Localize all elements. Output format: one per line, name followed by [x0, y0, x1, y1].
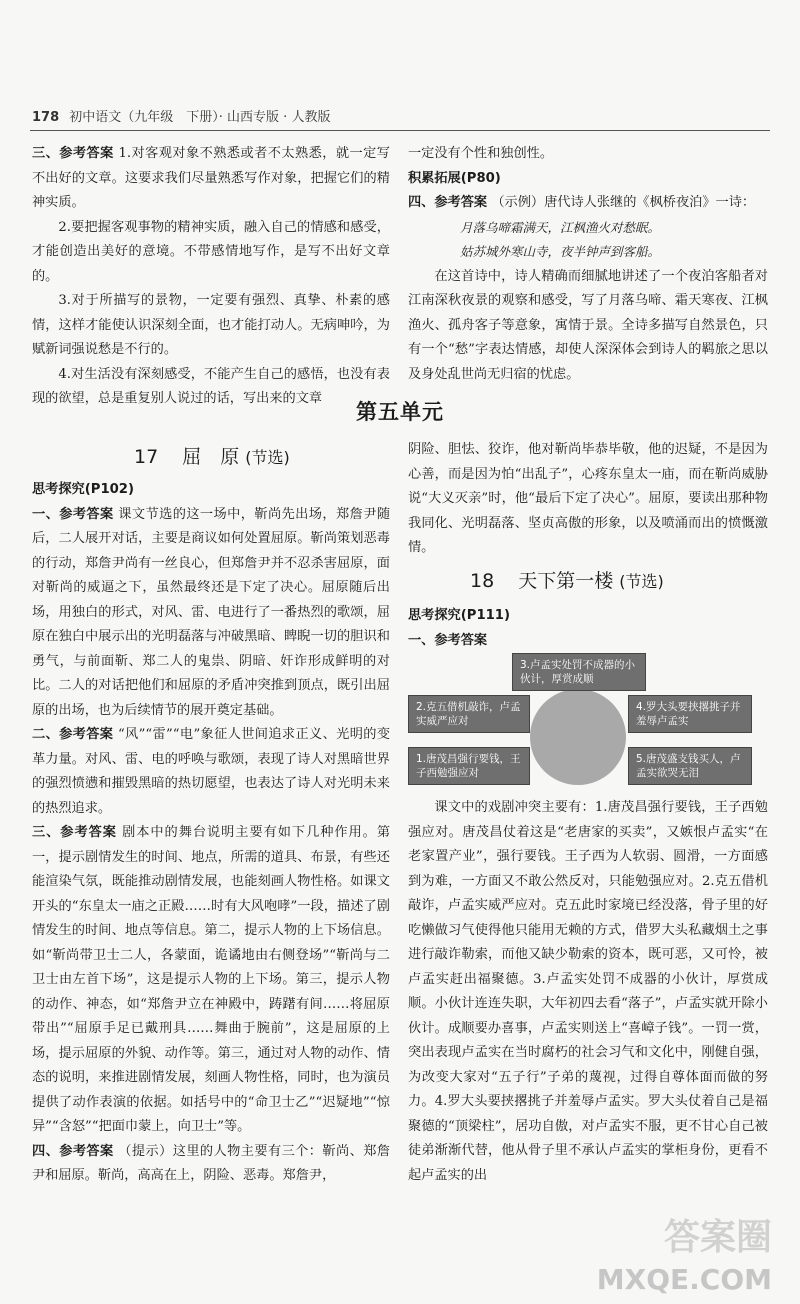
lesson-subtitle: (节选) — [245, 448, 290, 467]
diagram-node-5: 5.唐茂盛支钱买人，卢孟实欲哭无泪 — [628, 747, 752, 785]
paragraph: 课文中的戏剧冲突主要有：1.唐茂昌强行要钱，王子西勉强应对。唐茂昌仗着这是“老唐家的买卖”，又嫉恨卢孟实“在老家置产业”，强行要钱。王子西为人软弱、圆滑，一方面感到为难，一方面又不敢公然反对，只能勉强应对。2.克五借机敲诈，卢孟实威严应对。克五此时家境已经没落，骨子里的好吃懒做习气使得他只能用无赖的方式，借罗大头私藏烟土之事进行敲诈勒索，而他又缺少勒索的资本，既可恶，又可怜，被卢孟实赶出福聚德。3.卢孟实处罚不成器的小伙计，厚赏成顺。小伙计连连失职，大年初四去看“落子”，卢孟实就开除小伙计。成顺要办喜事，卢孟实则送上“喜嶂子钱”。一罚一赏，突出表现卢孟实在当时腐朽的社会习气和文化中，刚健自强，为改变大家对“五子行”子弟的蔑视，过得自尊体面而做的努力。4.罗大头要挟撂挑子并羞辱卢孟实。罗大头仗着自己是福聚德的“顶梁柱”，居功自傲，对卢孟实不服，更不甘心自己被徒弟渐渐代替，他从骨子里不承认卢孟实的掌柜身份，更看不起卢孟实的出 — [408, 800, 768, 1183]
lesson-name: 天下第一楼 — [518, 570, 614, 592]
lesson-name: 屈 原 — [182, 446, 240, 468]
section-heading: 思考探究(P111) — [408, 608, 510, 623]
paragraph-text: 1.对客观对象不熟悉或者不太熟悉，就一定写不出好的文章。这要求我们尽量熟悉写作对象，把握它们的精神实质。 — [32, 146, 390, 210]
paragraph — [32, 1140, 390, 1189]
right-continuation — [408, 438, 768, 561]
paragraph — [32, 503, 390, 724]
answer-label: 四、参考答案 — [32, 1143, 114, 1159]
paragraph: 3.对于所描写的景物，一定要有强烈、真挚、朴素的感情，这样才能使认识深刻全面，也才能打动人。无病呻吟，为赋新词强说愁是不行的。 — [32, 293, 390, 357]
page-number: 178 — [32, 110, 60, 125]
answer-label: 一、参考答案 — [32, 506, 114, 522]
page-header — [32, 106, 772, 125]
lesson-number: 18 — [470, 570, 495, 592]
header-rule — [30, 130, 770, 131]
diagram-node-4: 4.罗大头要挟撂挑子并羞辱卢孟实 — [628, 695, 752, 733]
top-right-column — [408, 142, 768, 387]
diagram-node-3: 3.卢孟实处罚不成器的小伙计，厚赏成顺 — [512, 653, 646, 691]
conflict-diagram — [408, 653, 768, 785]
poem-line: 月落乌啼霜满天，江枫渔火对愁眠。 — [460, 219, 661, 235]
answer-label: 三、参考答案 — [32, 825, 117, 840]
answer-label: 一、参考答案 — [408, 632, 488, 648]
section-heading: 思考探究(P102) — [32, 482, 134, 497]
paragraph — [32, 821, 390, 1140]
poem-line: 姑苏城外寒山寺，夜半钟声到客船。 — [460, 244, 661, 259]
paragraph-text: （示例）唐代诗人张继的《枫桥夜泊》一诗： — [491, 195, 756, 210]
watermark-url: MXQE.COM — [596, 1263, 772, 1296]
paragraph: 2.要把握客观事物的精神实质，融入自己的情感和感受，才能创造出美好的意境。不带感情地写作，是写不出好文章的。 — [32, 219, 390, 284]
unit-title: 第五单元 — [356, 400, 444, 424]
paragraph-text: 课文节选的这一场中，靳尚先出场，郑詹尹随后，二人展开对话，主要是商议如何处置屈原。靳尚策划恶毒的行动，郑詹尹尚有一丝良心，但郑詹尹并不忍杀害屈原，面对靳尚的威逼之下，虽然最终还是下定了决心。屈原随后出场，用独白的形式，对风、雷、电进行了一番热烈的歌颂，屈原在独白中展示出的光明磊落与冲破黑暗、睥睨一切的胆识和勇气，与前面靳、郑二人的鬼祟、阴暗、奸诈形成鲜明的对比。二人的对话把他们和屈原的矛盾冲突推到顶点，既引出屈原的出场，也为后续情节的展开奠定基础。 — [32, 506, 391, 718]
paragraph-text: （提示）这里的人物主要有三个：靳尚、郑詹尹和屈原。靳尚，高高在上，阴险、恶毒。郑詹尹， — [32, 1143, 391, 1183]
paragraph-text: 剧本中的舞台说明主要有如下几种作用。第一，提示剧情发生的时间、地点，所需的道具、布景，有些还能渲染气氛，既能推动剧情发展，也能刻画人物性格。如课文开头的“东皇太一庙之正殿……时有大风咆哮”一段，描述了剧情发生的时间、地点等信息。第二，提示人物的上下场信息。如“靳尚带卫士二人，各蒙面，诡谲地由右侧登场”“靳尚与二卫士由左首下场”，这是提示人物的上下场。第三，提示人物的动作、神态，如“郑詹尹立在神殿中，踌躇有间……将屈原带出”“屈原手足已戴刑具……舞曲于腕前”，这是屈原的上场，提示屈原的外貌、动作等。第三，通过对人物的动作、情态的说明，来推进剧情发展，刻画人物性格，同时，也为演员提供了动作表演的依据。如括号中的“命卫士乙”“迟疑地”“惊异”“含怒”“把面巾蒙上，向卫士”等。 — [32, 825, 391, 1134]
paragraph: 阴险、胆怯、狡诈，他对靳尚毕恭毕敬，他的迟疑，不是因为心善，而是因为怕“出乱子”，心疼东皇太一庙，而在靳尚威胁说“大义灭亲”时，他“最后下定了决心”。屈原，要读出那种物我同化、光明磊落、坚贞高傲的形象，以及喷涌而出的愤慨激情。 — [408, 442, 768, 555]
lesson-number: 17 — [134, 446, 159, 468]
lesson-18-title — [470, 566, 664, 593]
answer-label: 四、参考答案 — [408, 195, 488, 210]
answer-label: 二、参考答案 — [32, 727, 114, 742]
paragraph — [32, 723, 390, 821]
paragraph: 4.对生活没有深刻感受，不能产生自己的感悟，也没有表现的欲望，总是重复别人说过的话，写出来的文章 — [32, 366, 390, 406]
paragraph: 在这首诗中，诗人精确而细腻地讲述了一个夜泊客船者对江南深秋夜景的观察和感受，写了月落乌啼、霜天寒夜、江枫渔火、孤舟客子等意象，寓情于景。全诗多描写自然景色，只有一个“愁”字表达情感，却使人深深体会到诗人的羁旅之思以及身处乱世尚无归宿的忧虑。 — [408, 268, 768, 382]
top-left-column — [32, 142, 390, 412]
section-heading: 积累拓展(P80) — [408, 170, 501, 186]
lesson-17-body — [32, 478, 390, 1189]
paragraph-text: “风”“雷”“电”象征人世间追求正义、光明的变革力量。对风、雷、电的呼唤与歌颂，表现了诗人对黑暗世界的强烈愤懑和摧毁黑暗的热切愿望，也表达了诗人对光明未来的热烈追求。 — [32, 727, 391, 816]
book-title: 初中语文（九年级 下册）· 山西专版 · 人教版 — [69, 110, 331, 125]
watermark-logo: 答案圈 — [663, 1217, 772, 1258]
paragraph — [32, 142, 390, 216]
lesson-subtitle: (节选) — [619, 572, 664, 591]
paragraph — [408, 191, 768, 216]
diagram-center-circle — [530, 689, 626, 785]
lesson-17-title — [134, 442, 290, 469]
lesson-18-header — [408, 604, 768, 653]
answer-label: 三、参考答案 — [32, 146, 114, 161]
paragraph: 一定没有个性和独创性。 — [408, 146, 554, 161]
diagram-node-2: 2.克五借机敲诈，卢孟实威严应对 — [408, 695, 530, 733]
lesson-18-body — [408, 796, 768, 1188]
diagram-node-1: 1.唐茂昌强行要钱，王子西勉强应对 — [408, 747, 530, 785]
